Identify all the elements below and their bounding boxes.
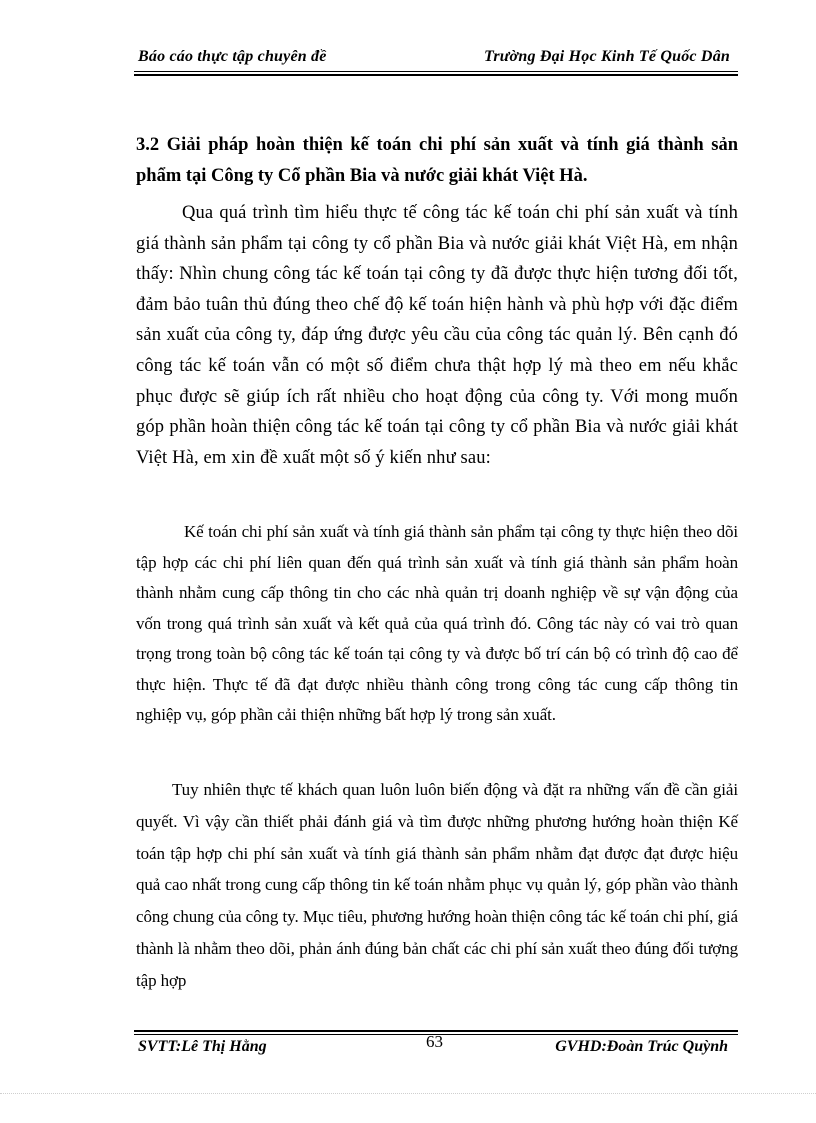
- page-number: 63: [426, 1032, 443, 1051]
- page-header: [134, 46, 738, 70]
- header-report-title: Báo cáo thực tập chuyên đề: [138, 48, 327, 65]
- header-rule-thick: [134, 74, 738, 76]
- section-heading: 3.2 Giải pháp hoàn thiện kế toán chi phí sản xuất và tính giá thành sản phẩm tại Công ty Cổ phần Bia và nước giải khát Việt Hà.: [136, 135, 738, 186]
- body-paragraph-1: Qua quá trình tìm hiểu thực tế công tác kế toán chi phí sản xuất và tính giá thành sản phẩm tại công ty cổ phần Bia và nước giải khát Việt Hà, em nhận thấy: Nhìn chung công tác kế toán tại công ty đã được thực hiện tương đối tốt, đảm bảo tuân thủ đúng theo chế độ kế toán hiện hành và phù hợp với đặc điểm sản xuất của công ty, đáp ứng được yêu cầu của công tác quản lý. Bên cạnh đó công tác kế toán vẫn có một số điểm chưa thật hợp lý mà theo em nếu khắc phục được sẽ giúp ích rất nhiều cho hoạt động của công ty. Với mong muốn góp phần hoàn thiện công tác kế toán tại công ty cổ phần Bia và nước giải khát Việt Hà, em xin đề xuất một số ý kiến như sau:: [136, 203, 738, 468]
- header-university-name: Trường Đại Học Kinh Tế Quốc Dân: [483, 48, 730, 65]
- body-paragraph-2: Kế toán chi phí sản xuất và tính giá thành sản phẩm tại công ty thực hiện theo dõi tập hợp các chi phí liên quan đến quá trình sản xuất và tính giá thành sản phẩm hoàn thành nhằm cung cấp thông tin cho các nhà quản trị doanh nghiệp về sự vận động của vốn trong quá trình sản xuất và kết quả của quá trình đó. Công tác này có vai trò quan trọng trong toàn bộ công tác kế toán tại công ty và được bố trí cán bộ có trình độ cao để thực hiện. Thực tế đã đạt được nhiều thành công trong công tác cung cấp thông tin nghiệp vụ, góp phần cải thiện những bất hợp lý trong sản xuất.: [136, 522, 738, 724]
- page-footer: [134, 1032, 738, 1060]
- footer-supervisor-name: GVHD:Đoàn Trúc Quỳnh: [555, 1038, 728, 1055]
- page-bottom-border: [0, 1093, 816, 1094]
- body-paragraph-3: Tuy nhiên thực tế khách quan luôn luôn biến động và đặt ra những vấn đề cần giải quyết. Vì vậy cần thiết phải đánh giá và tìm được những phương hướng hoàn thiện Kế toán tập hợp chi phí sản xuất và tính giá thành sản phẩm nhằm đạt được đạt được hiệu quả cao nhất trong cung cấp thông tin kế toán nhằm phục vụ quản lý, góp phần vào thành công chung của công ty. Mục tiêu, phương hướng hoàn thiện công tác kế toán chi phí, giá thành là nhằm theo dõi, phản ánh đúng bản chất các chi phí sản xuất theo đúng đối tượng tập hợp: [136, 780, 738, 990]
- header-rule-thin: [134, 71, 738, 72]
- footer-student-name: SVTT:Lê Thị Hằng: [138, 1038, 267, 1055]
